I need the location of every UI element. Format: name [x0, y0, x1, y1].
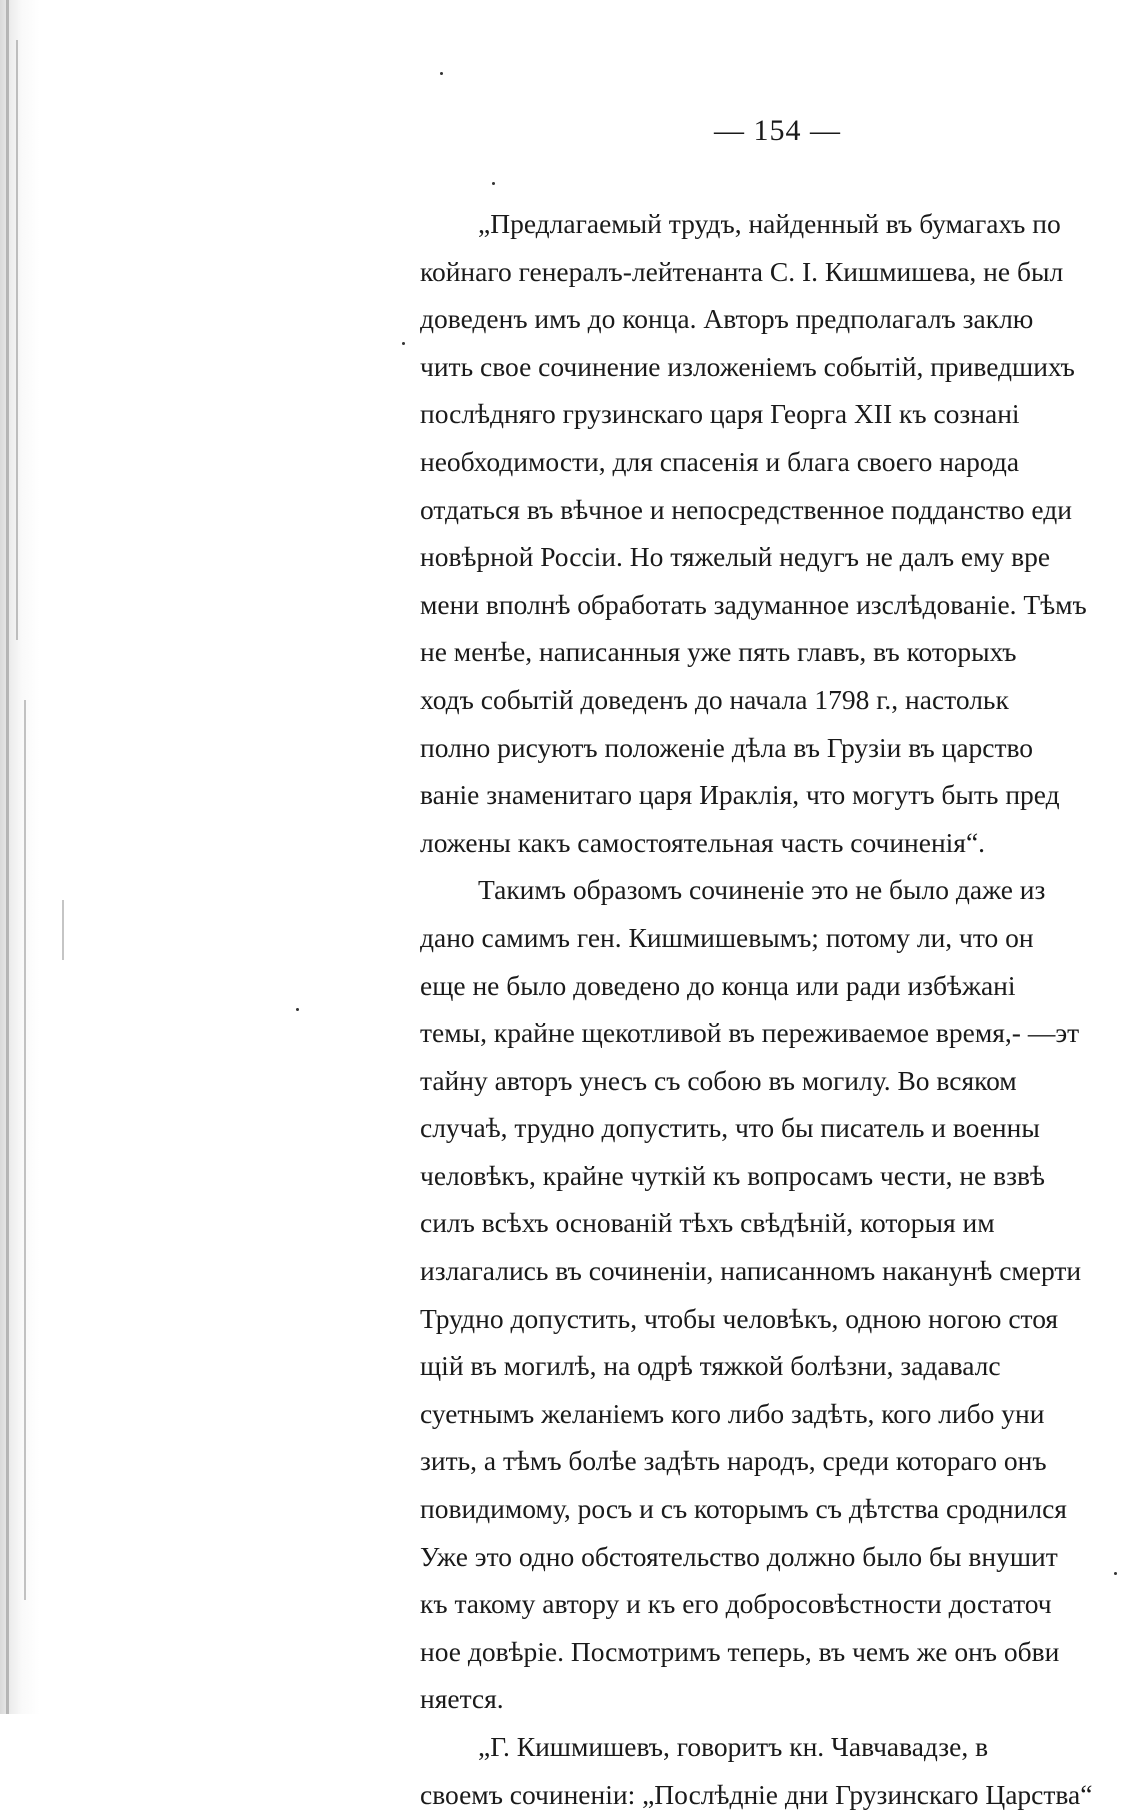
text-line: ложены какъ самостоятельная часть сочиненiя“. [420, 826, 986, 858]
text-line: щiй въ могилѣ, на одрѣ тяжкой болѣзни, задавалс [420, 1350, 1001, 1382]
text-line: зить, а тѣмъ болѣе задѣть народъ, среди котораго онъ [420, 1445, 1047, 1477]
text-line: ное довѣрiе. Посмотримъ теперь, въ чемъ же онъ обви [420, 1635, 1060, 1667]
text-line: дано самимъ ген. Кишмишевымъ; потому ли, что он [420, 921, 1034, 953]
text-line: койнаго генералъ-лейтенанта С. I. Кишмишева, не был [420, 255, 1064, 287]
scan-streak [16, 40, 18, 640]
text-line: „Предлагаемый трудъ, найденный въ бумагахъ по [478, 208, 1061, 239]
text-line: случаѣ, трудно допустить, что бы писатель и военны [420, 1112, 1040, 1144]
text-line: чить свое сочинение изложенiемъ событiй, приведшихъ [420, 350, 1075, 382]
text-line: мени вполнѣ обработать задуманное изслѣдованiе. Тѣмъ [420, 588, 1087, 620]
text-line: еще не было доведено до конца или ради избѣжанi [420, 969, 1016, 1001]
text-line: необходимости, для спасенiя и блага своего народа [420, 445, 1020, 477]
text-line: силъ всѣхъ основанiй тѣхъ свѣдѣнiй, которыя им [420, 1207, 995, 1239]
scan-speck [440, 72, 443, 75]
text-line: ходъ событiй доведенъ до начала 1798 г., настольк [420, 683, 1009, 715]
text-line: Трудно допустить, чтобы человѣкъ, одною ногою стоя [420, 1302, 1059, 1334]
scan-speck [402, 342, 405, 345]
text-line: излагались въ сочиненiи, написанномъ наканунѣ смерти [420, 1255, 1082, 1287]
text-line: не менѣе, написанныя уже пять главъ, въ которыхъ [420, 636, 1017, 668]
text-line: суетнымъ желанiемъ кого либо задѣть, кого либо уни [420, 1397, 1045, 1429]
text-line: няется. [420, 1683, 504, 1715]
text-line: повидимому, росъ и съ которымъ съ дѣтства сроднился [420, 1493, 1067, 1525]
text-line: новѣрной Россiи. Но тяжелый недугъ не далъ ему вре [420, 541, 1051, 573]
scan-speck [296, 1008, 299, 1011]
scan-streak [24, 700, 26, 1600]
text-line: доведенъ имъ до конца. Авторъ предполагалъ заклю [420, 303, 1034, 335]
scan-speck [492, 182, 495, 185]
text-line: послѣдняго грузинскаго царя Георга XII къ сознанi [420, 398, 1020, 430]
text-line: полно рисуютъ положенiе дѣла въ Грузiи въ царство [420, 731, 1034, 763]
page-number: — 154 — [714, 114, 841, 147]
text-line: человѣкъ, крайне чуткiй къ вопросамъ чести, не взвѣ [420, 1159, 1045, 1191]
text-line: „Г. Кишмишевъ, говоритъ кн. Чавчавадзе, в [478, 1731, 989, 1762]
text-line: ванiе знаменитаго царя Ираклiя, что могутъ быть пред [420, 779, 1060, 811]
text-line: тайну авторъ унесъ съ собою въ могилу. Во всяком [420, 1064, 1017, 1096]
scan-streak [62, 900, 64, 960]
text-line: Такимъ образомъ сочиненiе это не было даже из [478, 874, 1046, 906]
text-body [420, 200, 1140, 1818]
scan-streak [6, 0, 9, 1714]
text-line: отдаться въ вѣчное и непосредственное подданство еди [420, 493, 1072, 525]
text-line: къ такому автору и къ его добросовѣстности достаточ [420, 1588, 1052, 1620]
text-line: Уже это одно обстоятельство должно было бы внушит [420, 1540, 1058, 1572]
text-line: темы, крайне щекотливой въ переживаемое время,- —эт [420, 1017, 1080, 1049]
text-line: своемъ сочиненiи: „Послѣднiе дни Грузинскаго Царства“ [420, 1778, 1093, 1810]
